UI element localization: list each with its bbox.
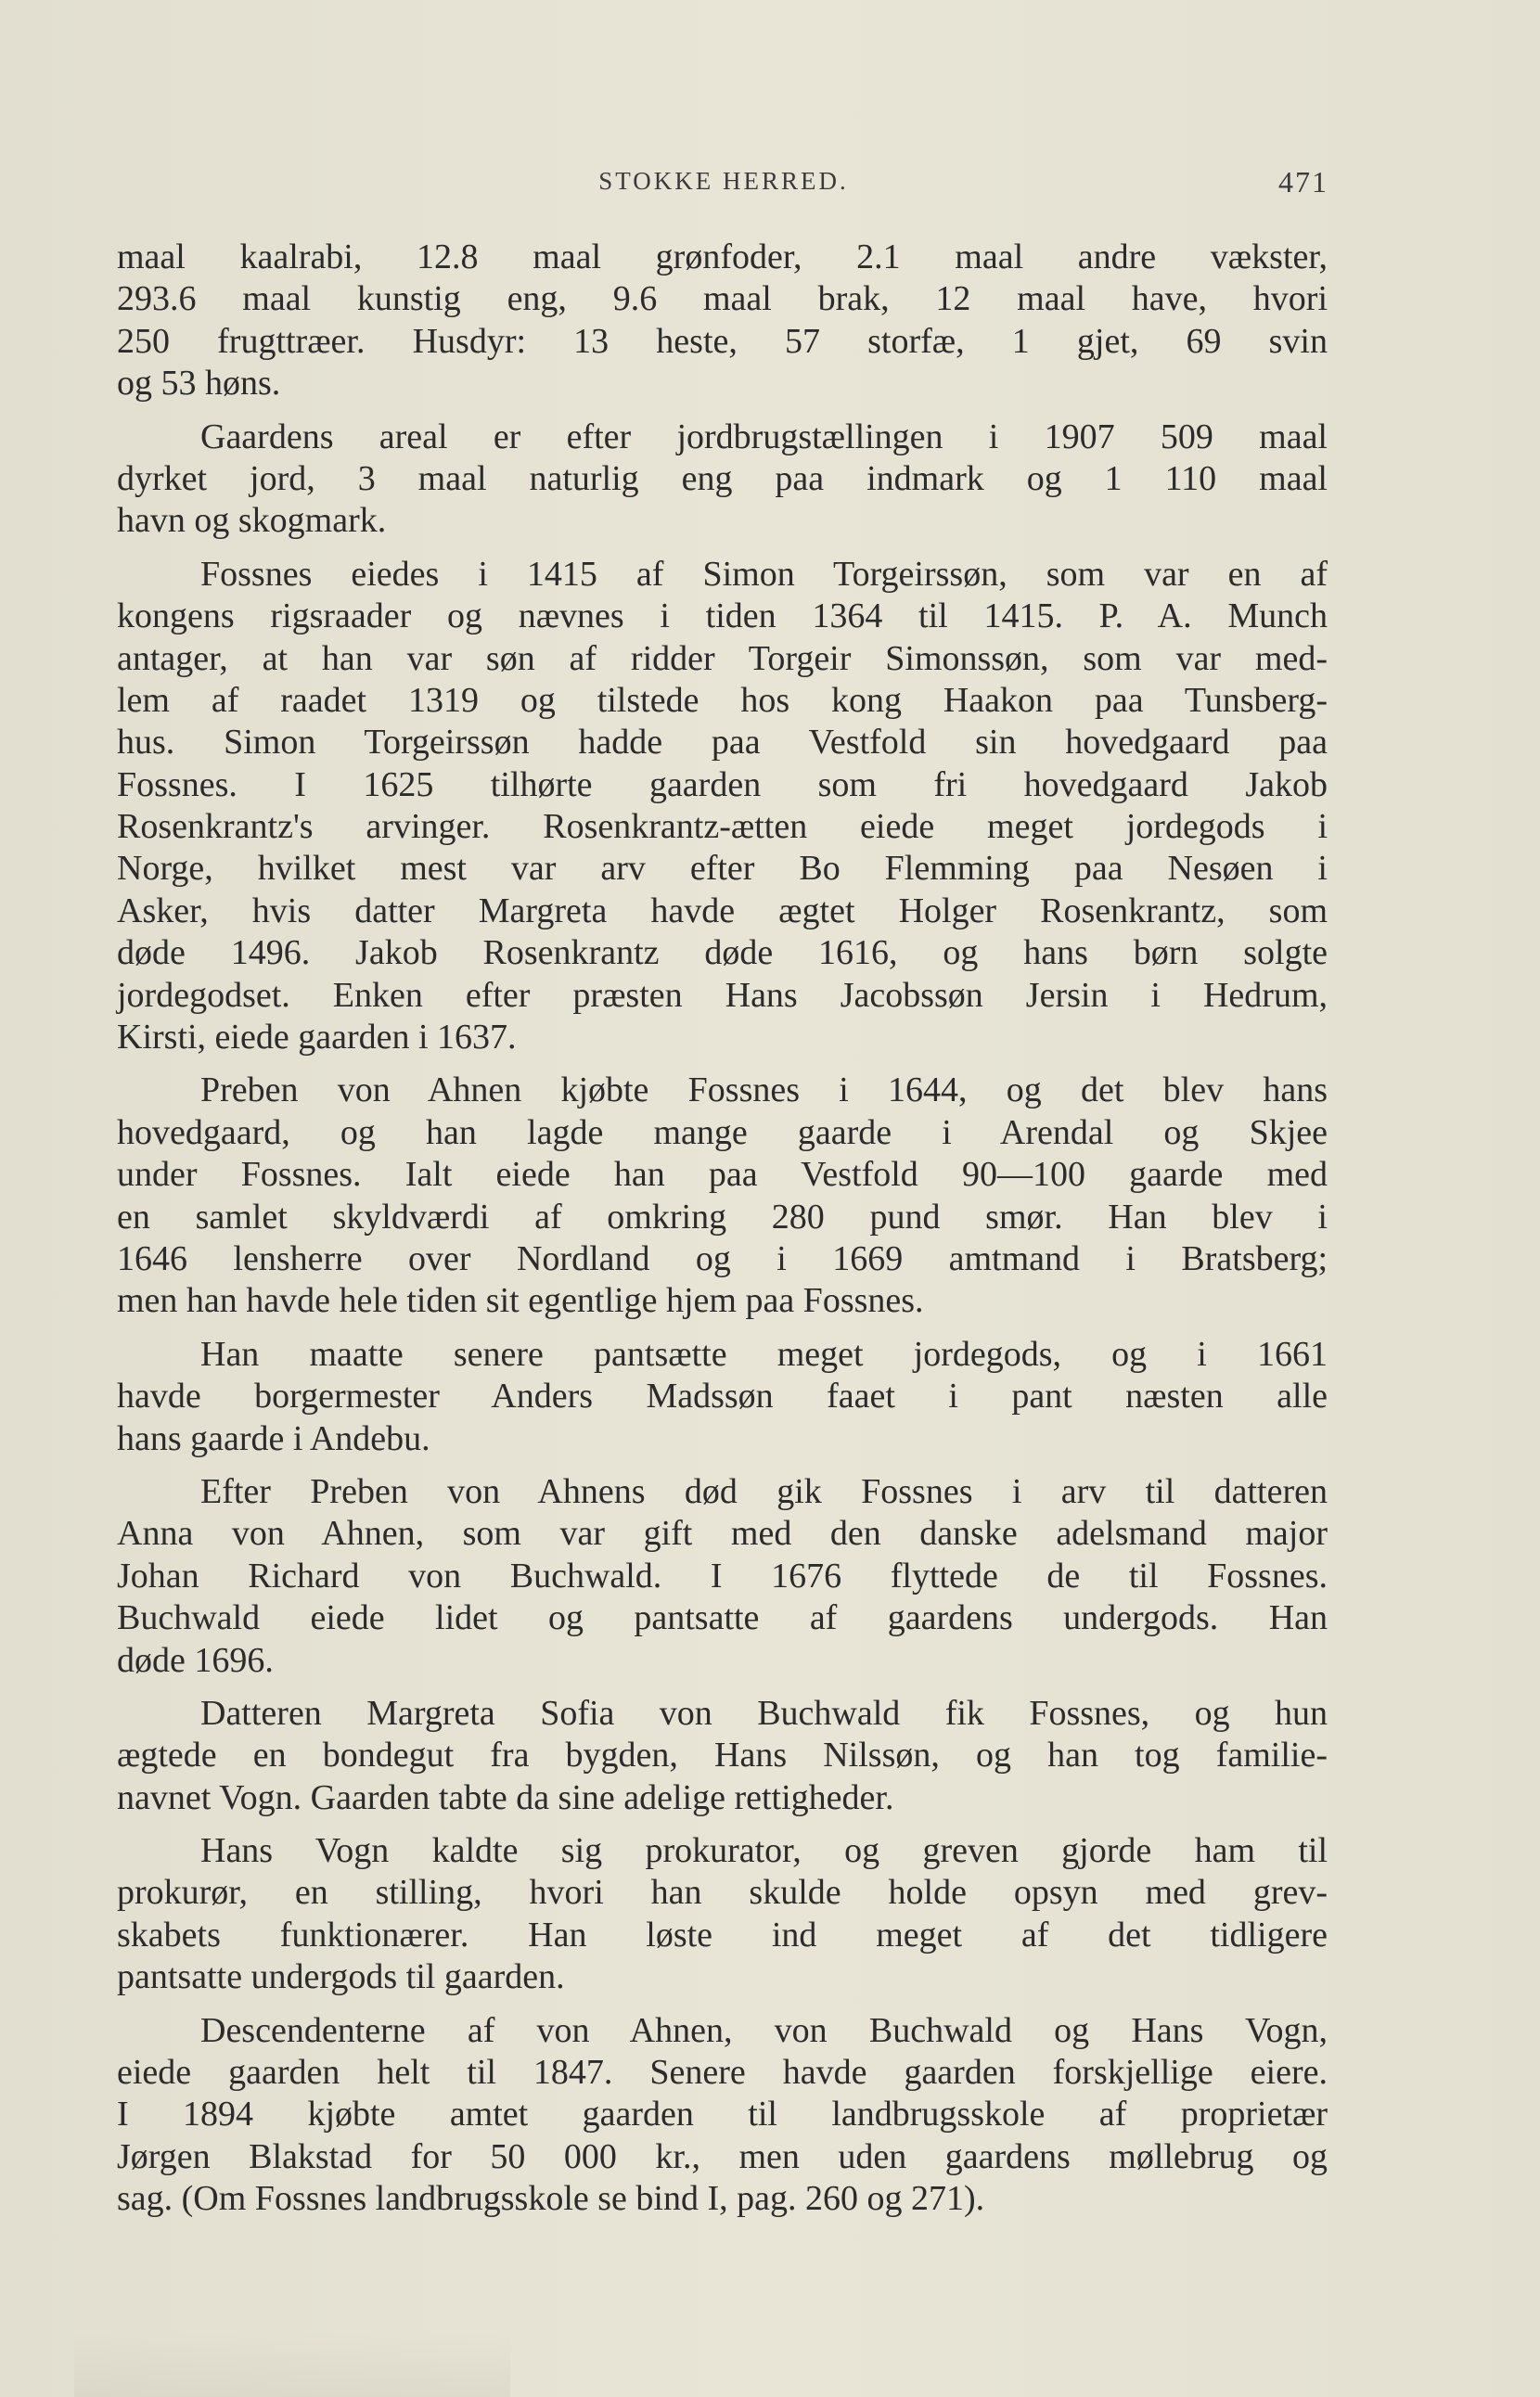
paragraph bbox=[117, 237, 1328, 405]
text-line: skabets funktionærer. Han løste ind meget af det tidligere bbox=[117, 1915, 1328, 1955]
text-line: men han havde hele tiden sit egentlige hjem paa Fossnes. bbox=[117, 1281, 924, 1321]
text-line: lem af raadet 1319 og tilstede hos kong Haakon paa Tunsberg- bbox=[117, 680, 1328, 720]
text-line: hans gaarde i Andebu. bbox=[117, 1418, 430, 1458]
paragraph bbox=[117, 417, 1328, 543]
paragraph-gap bbox=[117, 1999, 1328, 2010]
text-line: havn og skogmark. bbox=[117, 501, 387, 541]
text-line: 250 frugttræer. Husdyr: 13 heste, 57 storfæ, 1 gjet, 69 svin bbox=[117, 321, 1328, 361]
body-text bbox=[117, 237, 1328, 2221]
page-header bbox=[0, 160, 1540, 206]
paragraph-gap bbox=[117, 1819, 1328, 1830]
text-line: Fossnes eiedes i 1415 af Simon Torgeirssøn, som var en af bbox=[200, 554, 1328, 594]
paragraph-gap bbox=[117, 405, 1328, 417]
text-line: Hans Vogn kaldte sig prokurator, og greven gjorde ham til bbox=[200, 1831, 1328, 1871]
text-line: maal kaalrabi, 12.8 maal grønfoder, 2.1 maal andre vækster, bbox=[117, 237, 1328, 276]
text-line: Descendenterne af von Ahnen, von Buchwald og Hans Vogn, bbox=[200, 2010, 1328, 2050]
page-number: 471 bbox=[1278, 165, 1328, 199]
text-line: Asker, hvis datter Margreta havde ægtet Holger Rosenkrantz, som bbox=[117, 891, 1328, 930]
text-line: eiede gaarden helt til 1847. Senere havde gaarden forskjellige eiere. bbox=[117, 2053, 1328, 2093]
text-line: pantsatte undergods til gaarden. bbox=[117, 1957, 565, 1997]
text-line: døde 1496. Jakob Rosenkrantz døde 1616, og hans børn solgte bbox=[117, 933, 1328, 973]
text-line: havde borgermester Anders Madssøn faaet i pant næsten alle bbox=[117, 1377, 1328, 1416]
text-line: en samlet skyldværdi af omkring 280 pund smør. Han blev i bbox=[117, 1197, 1328, 1237]
text-line: Gaardens areal er efter jordbrugstællingen i 1907 509 maal bbox=[200, 417, 1328, 456]
text-line: Johan Richard von Buchwald. I 1676 flyttede de til Fossnes. bbox=[117, 1556, 1328, 1596]
paragraph-gap bbox=[117, 1058, 1328, 1070]
text-line: Datteren Margreta Sofia von Buchwald fik Fossnes, og hun bbox=[200, 1693, 1328, 1733]
text-line: Han maatte senere pantsætte meget jordegods, og i 1661 bbox=[200, 1334, 1328, 1374]
text-line: sag. (Om Fossnes landbrugsskole se bind I, pag. 260 og 271). bbox=[117, 2179, 985, 2219]
text-line: døde 1696. bbox=[117, 1640, 274, 1680]
text-line: prokurør, en stilling, hvori han skulde holde opsyn med grev- bbox=[117, 1873, 1328, 1913]
text-line: hovedgaard, og han lagde mange gaarde i Arendal og Skjee bbox=[117, 1112, 1328, 1152]
text-line: Efter Preben von Ahnens død gik Fossnes i arv til datteren bbox=[200, 1471, 1328, 1511]
text-line: Anna von Ahnen, som var gift med den danske adelsmand major bbox=[117, 1514, 1328, 1554]
paragraph-gap bbox=[117, 1460, 1328, 1471]
text-line: Preben von Ahnen kjøbte Fossnes i 1644, og det blev hans bbox=[200, 1070, 1328, 1110]
text-line: I 1894 kjøbte amtet gaarden til landbrugsskole af proprietær bbox=[117, 2095, 1328, 2134]
text-line: dyrket jord, 3 maal naturlig eng paa indmark og 1 110 maal bbox=[117, 458, 1328, 498]
text-line: Rosenkrantz's arvinger. Rosenkrantz-ætten eiede meget jordegods i bbox=[117, 807, 1328, 847]
text-line: 293.6 maal kunstig eng, 9.6 maal brak, 12 maal have, hvori bbox=[117, 279, 1328, 319]
text-line: Fossnes. I 1625 tilhørte gaarden som fri hovedgaard Jakob bbox=[117, 764, 1328, 804]
paragraph bbox=[117, 1334, 1328, 1460]
text-line: under Fossnes. Ialt eiede han paa Vestfold 90—100 gaarde med bbox=[117, 1155, 1328, 1195]
page-edge-shadow bbox=[74, 2332, 510, 2397]
paragraph-gap bbox=[117, 543, 1328, 554]
paragraph bbox=[117, 1070, 1328, 1322]
text-line: Kirsti, eiede gaarden i 1637. bbox=[117, 1018, 517, 1058]
text-line: Jørgen Blakstad for 50 000 kr., men uden gaardens møllebrug og bbox=[117, 2136, 1328, 2176]
paragraph bbox=[117, 1830, 1328, 1999]
text-line: jordegodset. Enken efter præsten Hans Jacobssøn Jersin i Hedrum, bbox=[117, 975, 1328, 1015]
paragraph bbox=[117, 554, 1328, 1059]
text-line: 1646 lensherre over Nordland og i 1669 amtmand i Bratsberg; bbox=[117, 1238, 1328, 1278]
text-line: navnet Vogn. Gaarden tabte da sine adelige rettigheder. bbox=[117, 1777, 894, 1817]
paragraph-gap bbox=[117, 1682, 1328, 1693]
text-line: hus. Simon Torgeirssøn hadde paa Vestfold sin hovedgaard paa bbox=[117, 723, 1328, 763]
text-line: Buchwald eiede lidet og pantsatte af gaardens undergods. Han bbox=[117, 1598, 1328, 1638]
text-line: og 53 høns. bbox=[117, 364, 281, 404]
paragraph bbox=[117, 2010, 1328, 2221]
text-line: kongens rigsraader og nævnes i tiden 1364 til 1415. P. A. Munch bbox=[117, 596, 1328, 636]
running-head: STOKKE HERRED. bbox=[598, 167, 849, 195]
paragraph bbox=[117, 1471, 1328, 1682]
paragraph-gap bbox=[117, 1323, 1328, 1334]
text-line: Norge, hvilket mest var arv efter Bo Flemming paa Nesøen i bbox=[117, 849, 1328, 889]
text-line: ægtede en bondegut fra bygden, Hans Nilssøn, og han tog familie- bbox=[117, 1736, 1328, 1775]
paragraph bbox=[117, 1693, 1328, 1819]
text-line: antager, at han var søn af ridder Torgeir Simonssøn, som var med- bbox=[117, 638, 1328, 678]
